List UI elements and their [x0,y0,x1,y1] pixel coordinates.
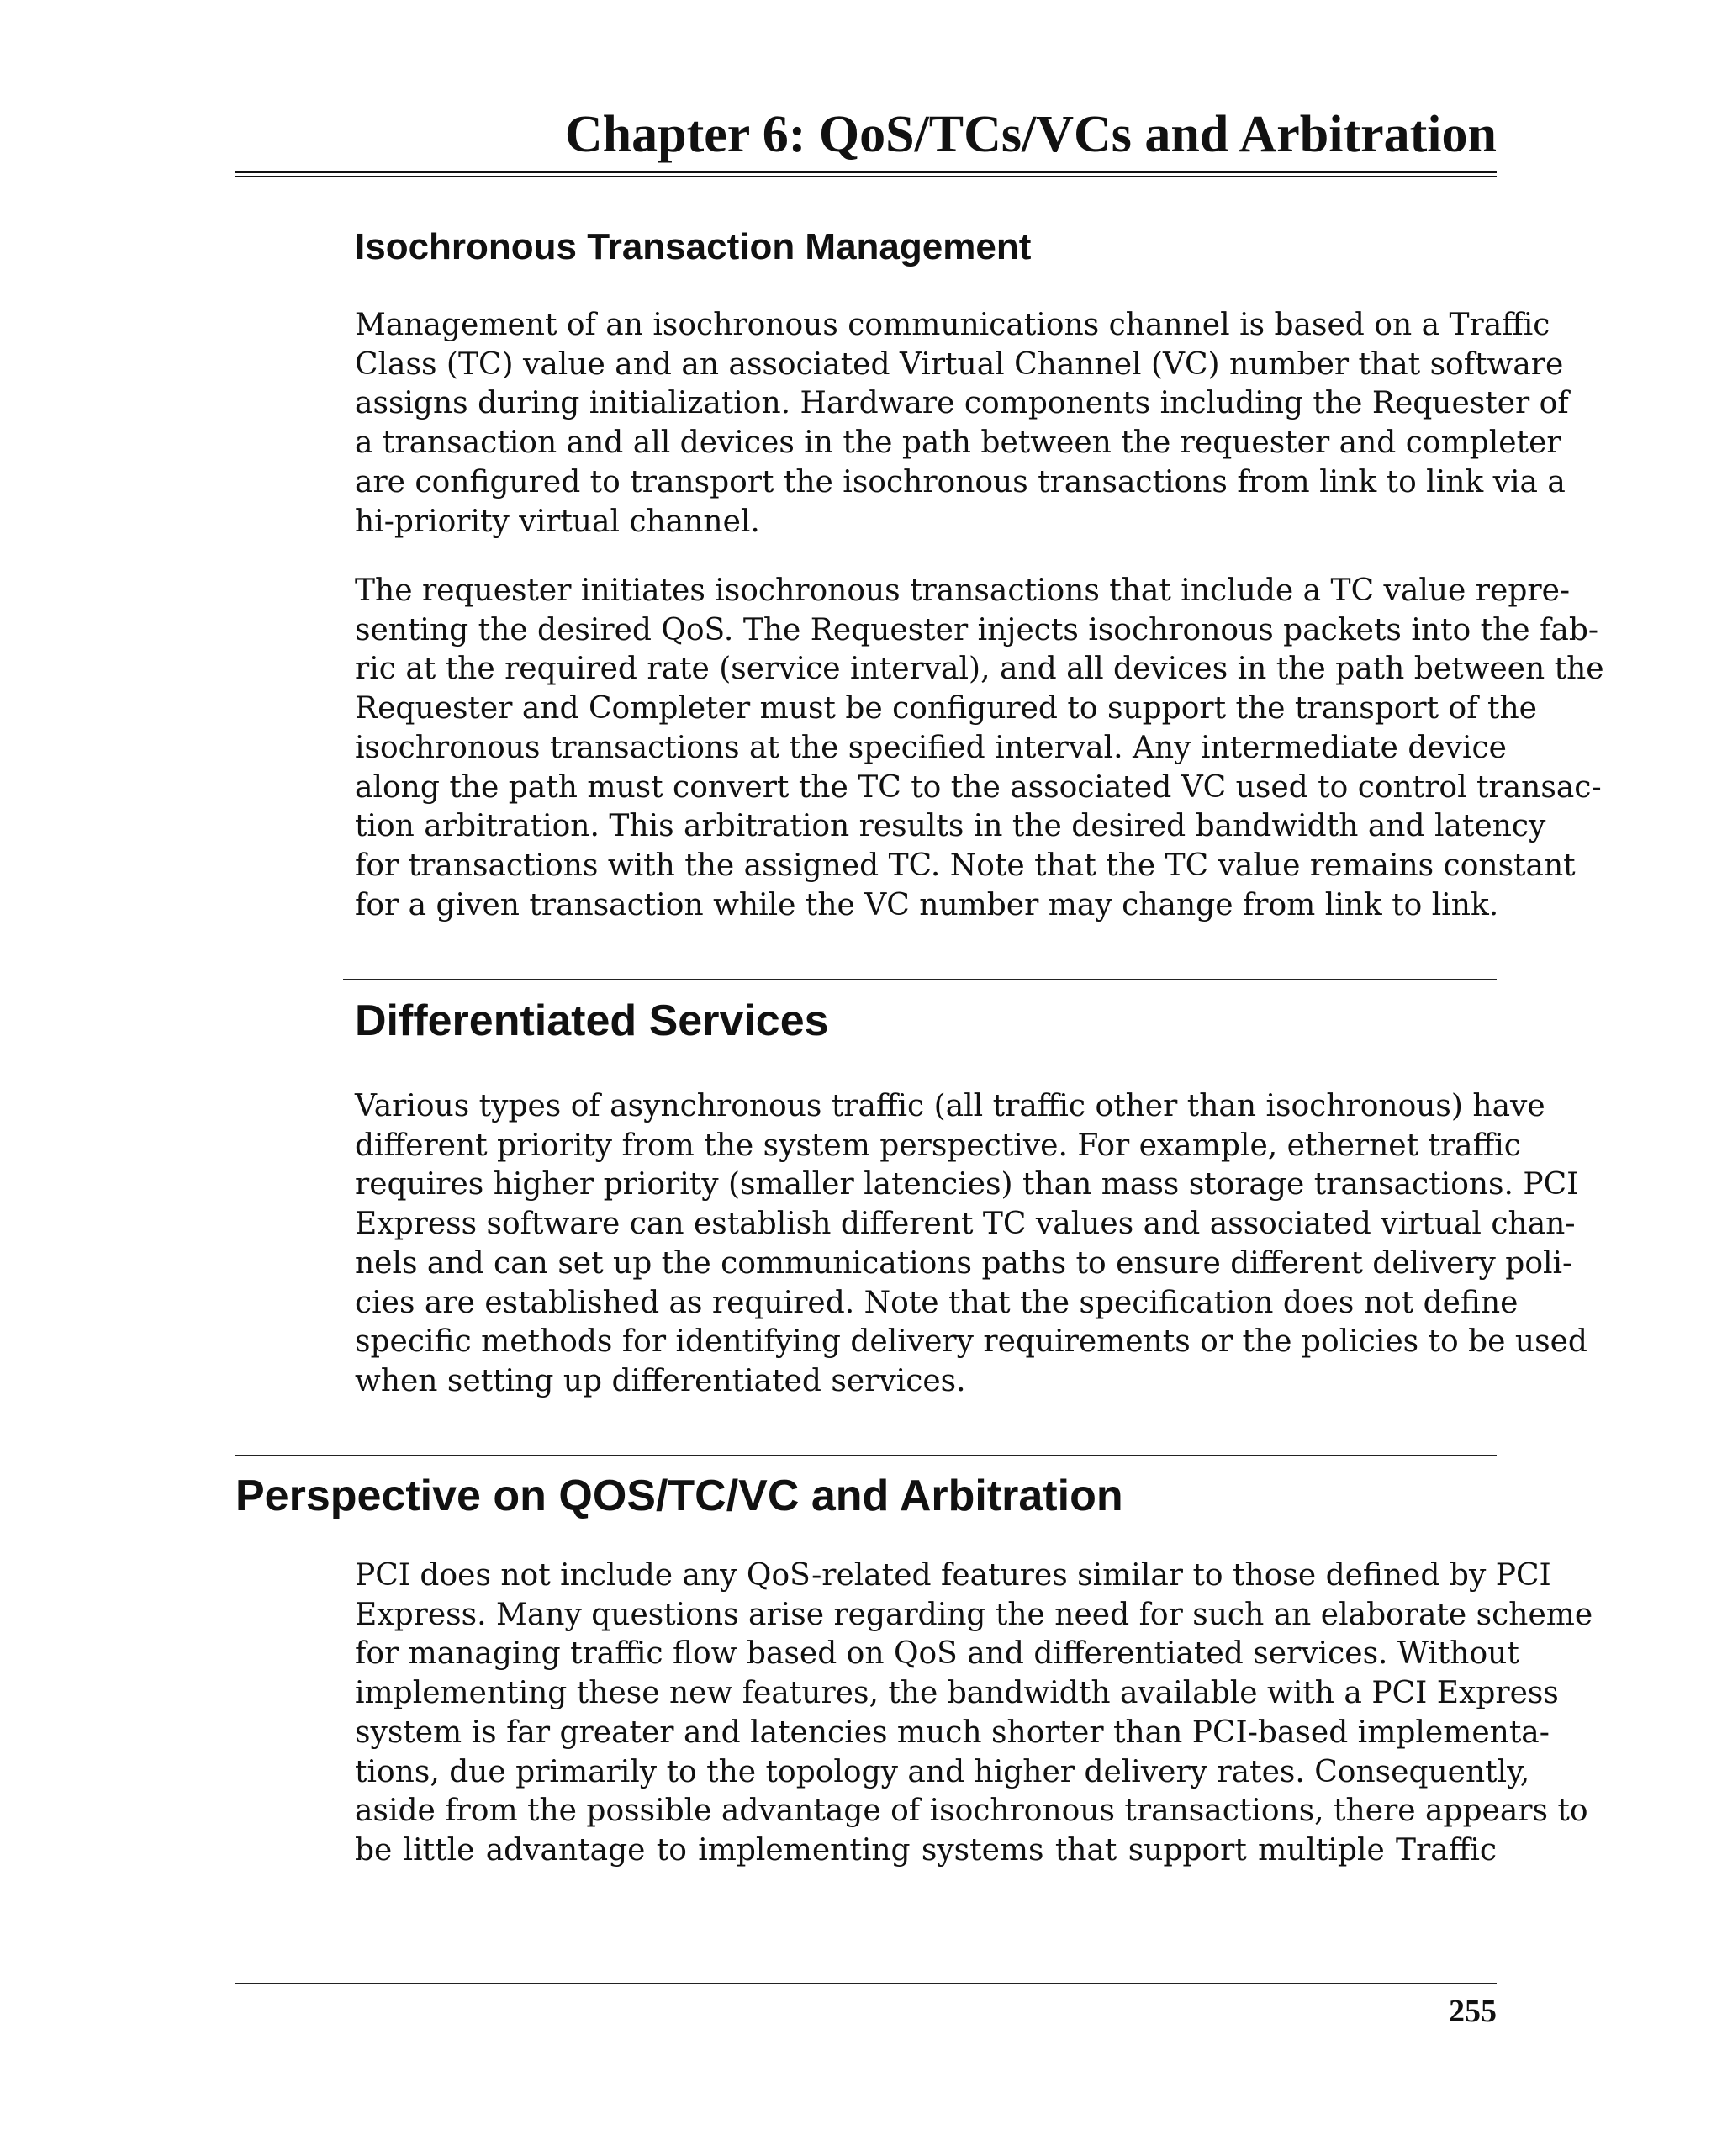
text-line: different priority from the system perspective. For example, ethernet traffic [355,1128,1521,1163]
text-line: ric at the required rate (service interval), and all devices in the path between the [355,652,1604,687]
paragraph-differentiated-services [355,1087,1587,1402]
text-line: Express software can establish different TC values and associated virtual chan- [355,1207,1576,1242]
text-line: implementing these new features, the bandwidth available with a PCI Express [355,1676,1559,1711]
text-line: Management of an isochronous communications channel is based on a Traffic [355,308,1550,342]
section-heading-differentiated-services: Differentiated Services [355,996,829,1045]
text-line: along the path must convert the TC to the associated VC used to control transac- [355,769,1602,805]
text-line: nels and can set up the communications paths to ensure different delivery poli- [355,1245,1573,1281]
text-line: a transaction and all devices in the path between the requester and completer [355,425,1561,461]
chapter-title: Chapter 6: QoS/TCs/VCs and Arbitration [564,106,1497,163]
text-line: senting the desired QoS. The Requester injects isochronous packets into the fab- [355,612,1599,647]
text-line: aside from the possible advantage of isochronous transactions, there appears to [355,1794,1588,1829]
footer-rule [235,1983,1497,1984]
text-line: be little advantage to implementing systems that support multiple Traffic [355,1832,1497,1868]
section-rule [343,979,1497,980]
text-line: for managing traffic flow based on QoS and differentiated services. Without [355,1636,1519,1672]
text-line: Various types of asynchronous traffic (all traffic other than isochronous) have [355,1089,1545,1123]
text-line: cies are established as required. Note that the specification does not define [355,1285,1519,1320]
text-line: system is far greater and latencies much shorter than PCI-based implementa- [355,1715,1550,1750]
text-line: are configured to transport the isochronous transactions from link to link via a [355,464,1566,499]
text-line: specific methods for identifying delivery requirements or the policies to be used [355,1324,1587,1360]
text-line: Express. Many questions arise regarding the need for such an elaborate scheme [355,1597,1593,1632]
paragraph-isochronous-2 [355,572,1604,925]
text-line: PCI does not include any QoS-related features similar to those defined by PCI [355,1558,1551,1593]
paragraph-perspective [355,1556,1593,1871]
section-heading-isochronous: Isochronous Transaction Management [355,226,1032,267]
section-heading-perspective: Perspective on QOS/TC/VC and Arbitration [235,1472,1123,1520]
paragraph-isochronous-1 [355,306,1569,542]
text-line: assigns during initialization. Hardware components including the Requester of [355,386,1569,421]
page-number: 255 [1449,1994,1497,2029]
text-line: isochronous transactions at the specified interval. Any intermediate device [355,730,1507,765]
text-line: tion arbitration. This arbitration results in the desired bandwidth and latency [355,809,1546,844]
section-rule [235,1455,1497,1456]
text-line: hi-priority virtual channel. [355,504,760,539]
header-rule [235,171,1497,177]
text-line: when setting up differentiated services. [355,1363,966,1398]
text-line: for transactions with the assigned TC. Note that the TC value remains constant [355,848,1576,883]
text-line: Class (TC) value and an associated Virtual Channel (VC) number that software [355,346,1564,382]
text-line: requires higher priority (smaller latencies) than mass storage transactions. PCI [355,1167,1579,1202]
text-line: tions, due primarily to the topology and higher delivery rates. Consequently, [355,1754,1530,1789]
text-line: for a given transaction while the VC number may change from link to link. [355,887,1499,922]
text-line: Requester and Completer must be configured to support the transport of the [355,691,1537,727]
text-line: The requester initiates isochronous transactions that include a TC value repre- [355,573,1571,608]
